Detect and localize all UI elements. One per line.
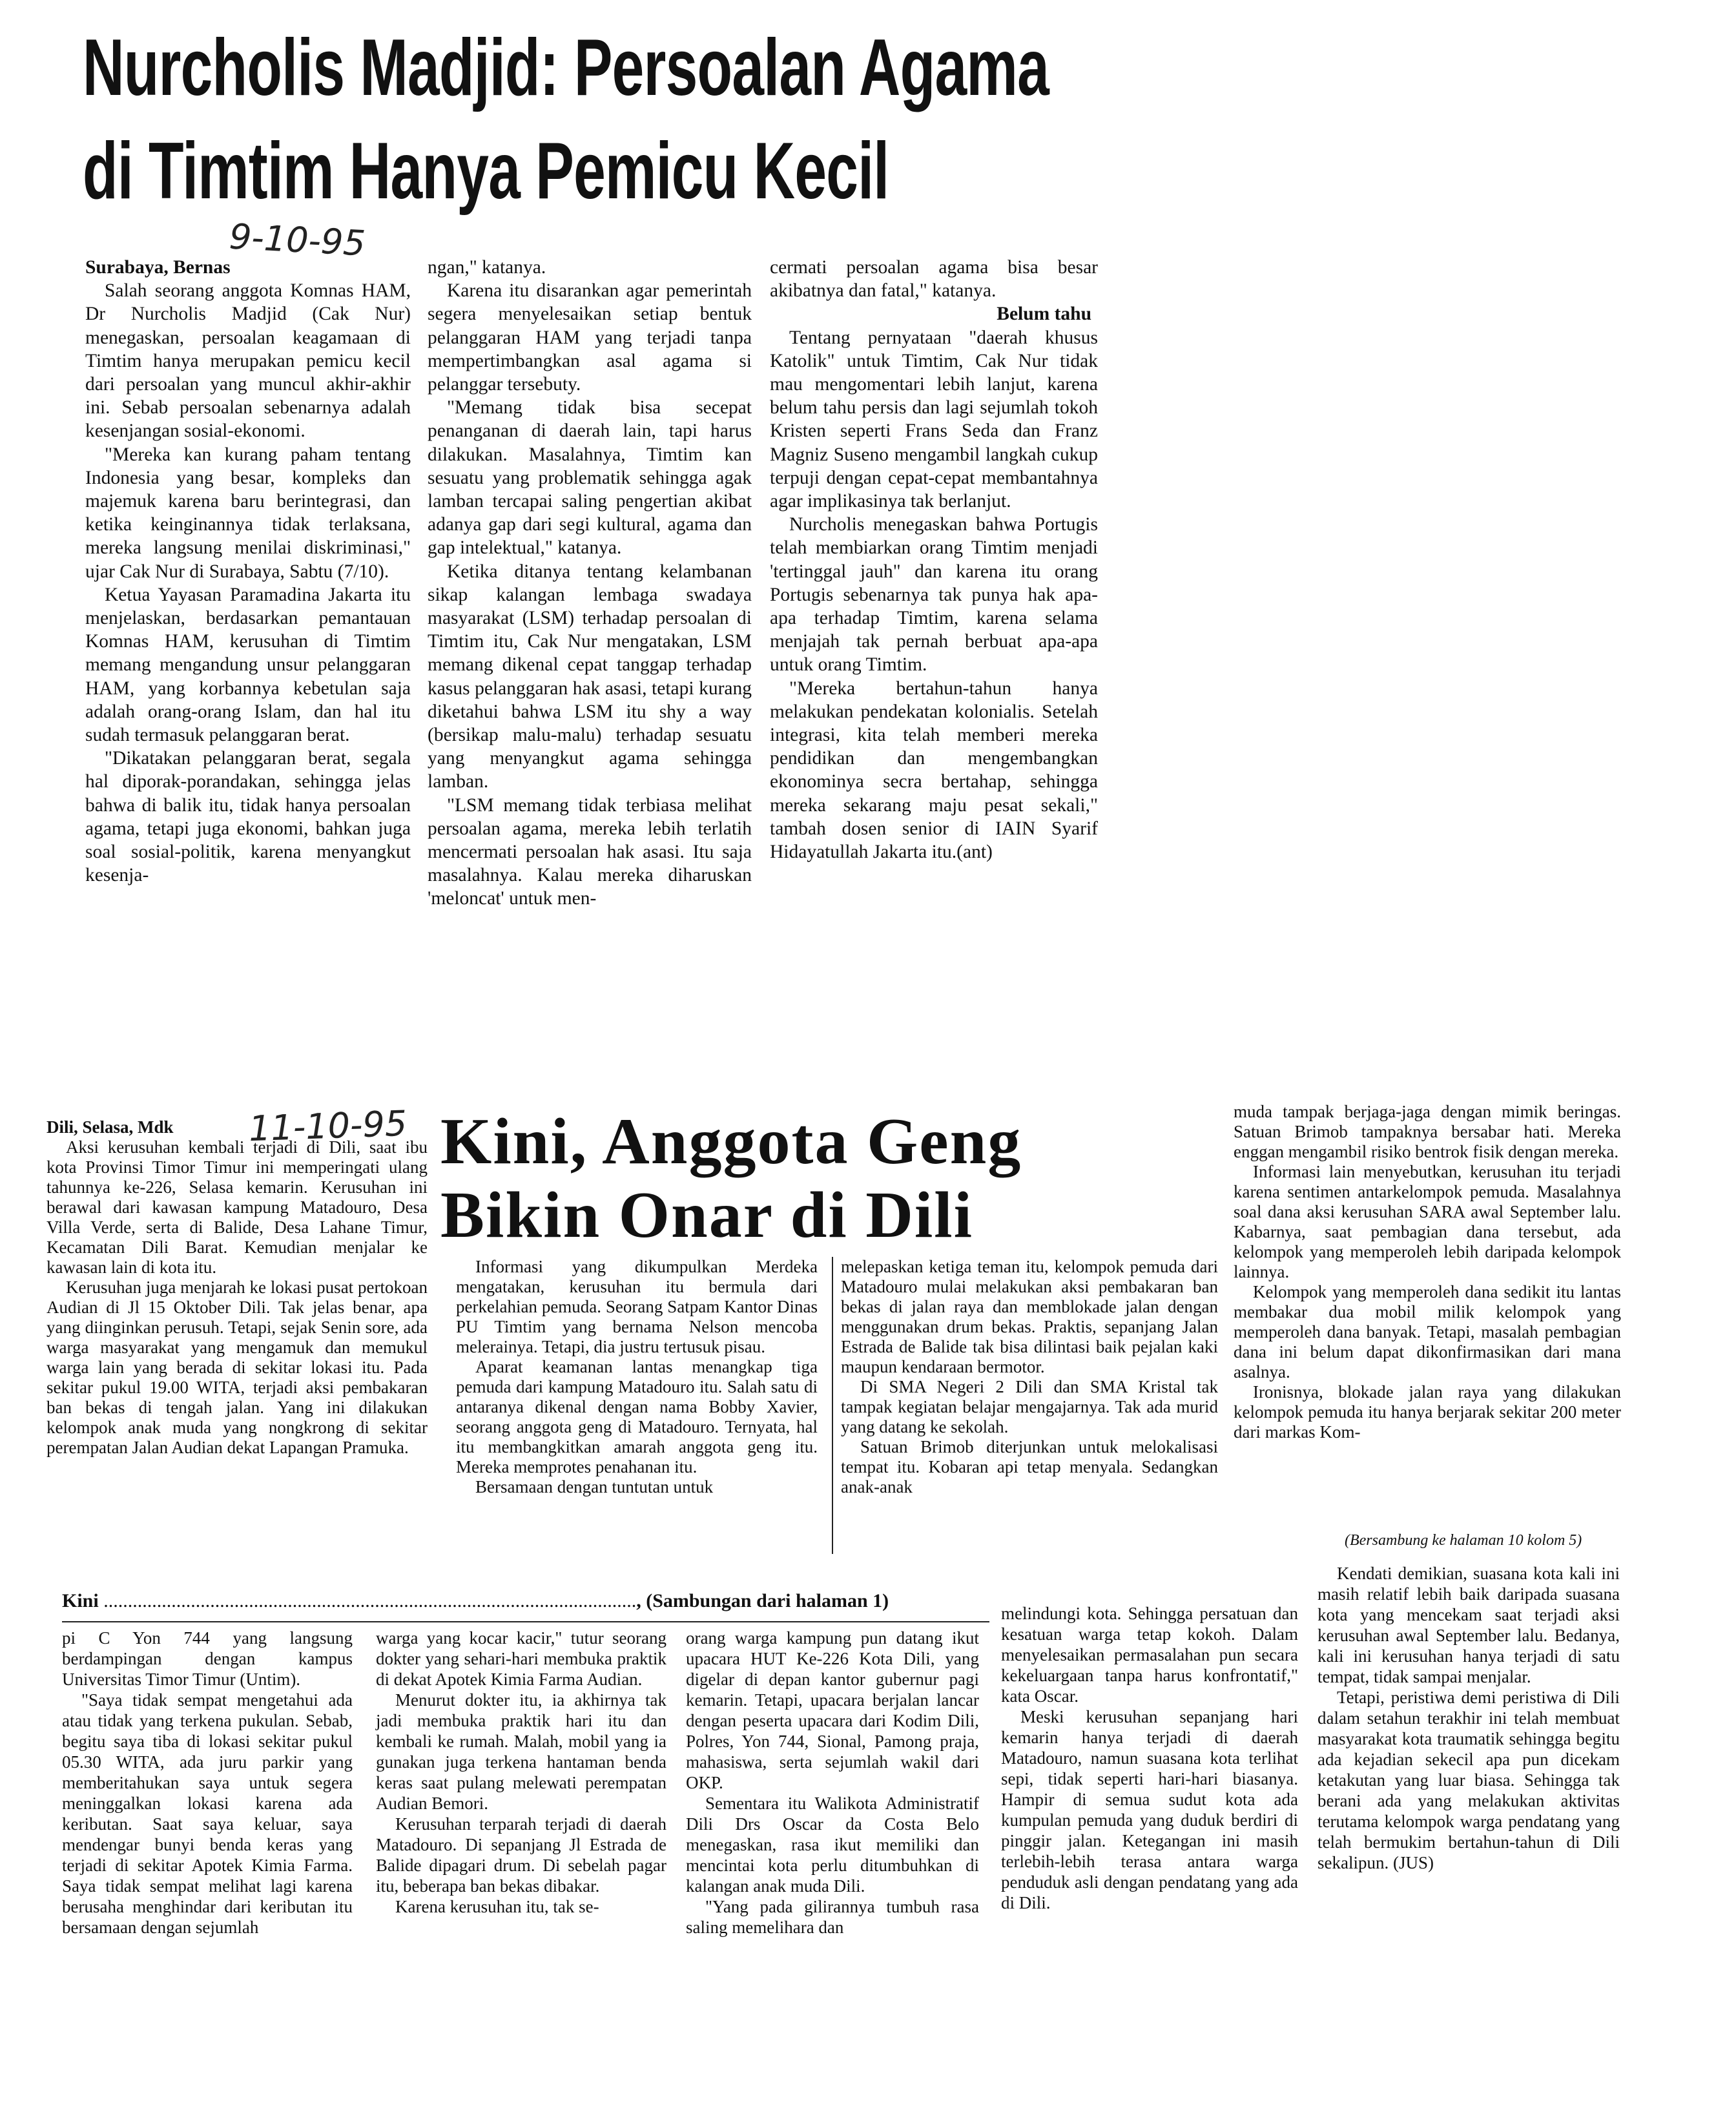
paragraph: pi C Yon 744 yang langsung berdampingan dengan kampus Universitas Timor Timur (Untim). [62, 1628, 353, 1689]
paragraph: muda tampak berjaga-jaga dengan mimik beringas. Satuan Brimob tampaknya bersabar hati. Mereka enggan mengambil risiko bentrok fisik dengan mereka. [1234, 1102, 1621, 1161]
paragraph: Aksi kerusuhan kembali terjadi di Dili, saat ibu kota Provinsi Timor Timur ini memperingati ulang tahunnya ke-226, Selasa kemarin. Kerusuhan ini berawal dari kawasan kampung Matadouro, Desa Villa Verde, serta di Balide, Desa Lahane Timur, Kecamatan Dili Barat. Kemudian menjalar ke kawasan lain di kota itu. [46, 1137, 428, 1277]
paragraph: Kerusuhan juga menjarah ke lokasi pusat pertokoan Audian di Jl 15 Oktober Dili. Tak jelas benar, apa yang diinginkan perusuh. Tetapi, sejak Senin sore, ada warga masyarakat yang mengamuk dan memukul warga lain yang berada di sekitar lokasi itu. Pada sekitar pukul 19.00 WITA, terjadi aksi pembakaran ban bekas di tengah jalan. Yang ini dilakukan kelompok anak muda yang nongkrong di sekitar perempatan Jalan Audian dekat Lapangan Pramuka. [46, 1278, 428, 1457]
paragraph: Kerusuhan terparah terjadi di daerah Matadouro. Di sepanjang Jl Estrada de Balide dipagari drum. Di sebelah pagar itu, beberapa ban bekas dibakar. [376, 1814, 666, 1896]
article2-column-2 [456, 1257, 818, 1497]
article1-headline-line1: Nurcholis Madjid: Persoalan Agama [83, 23, 1049, 112]
article2-column-divider [832, 1257, 833, 1554]
paragraph: Meski kerusuhan sepanjang hari kemarin hanya terjadi di daerah Matadouro, namun suasana kota terlihat sepi, tidak seperti hari-hari biasanya. Hampir di semua sudut kota ada kumpulan pemuda yang duduk berdiri di pinggir jalan. Ketegangan ini masih terlebih-lebih terasa antara warga penduduk asli dengan pendatang yang ada di Dili. [1001, 1707, 1298, 1912]
paragraph: Aparat keamanan lantas menangkap tiga pemuda dari kampung Matadouro itu. Salah satu di antaranya dikenal dengan nama Bobby Xavier, seorang anggota geng di Matadouro. Ternyata, hal itu membangkitkan amarah anggota geng itu. Mereka memprotes penahanan itu. [456, 1357, 818, 1476]
paragraph: Ironisnya, blokade jalan raya yang dilakukan kelompok pemuda itu hanya berjarak sekitar 200 meter dari markas Kom- [1234, 1382, 1621, 1442]
paragraph: Tentang pernyataan "daerah khusus Katolik" untuk Timtim, Cak Nur tidak mau mengomentari lebih lanjut, karena belum tahu persis dan lagi sejumlah tokoh Kristen seperti Frans Seda dan Franz Magniz Suseno mengambil langkah cukup terpuji dengan cepat-cepat membantahnya agar implikasinya tak berlanjut. [770, 327, 1098, 512]
dateline: Surabaya, Bernas [85, 257, 231, 278]
paragraph: "Yang pada gilirannya tumbuh rasa saling memelihara dan [686, 1897, 979, 1937]
paragraph: "Dikatakan pelanggaran berat, segala hal diporak-porandakan, sehingga jelas bahwa di balik itu, tidak hanya persoalan agama, tetapi juga ekonomi, bahkan juga soal sosial-politik, karena menyangkut kesenja- [85, 748, 411, 886]
paragraph: "Memang tidak bisa secepat penanganan di daerah lain, tapi harus dilakukan. Masalahnya, Timtim kan sesuatu yang problematik sehingga agak lamban tercapai saling pengertian akibat adanya gap dari segi kultural, agama dan gap intelektual," katanya. [428, 397, 752, 559]
article2-headline-line1: Kini, Anggota Geng [440, 1105, 1022, 1178]
paragraph: Bersamaan dengan tuntutan untuk [475, 1477, 714, 1496]
paragraph: Sementara itu Walikota Administratif Dili Drs Oscar da Costa Belo menegaskan, rasa ikut memiliki dan mencintai kota perlu ditumbuhkan di kalangan anak muda Dili. [686, 1794, 979, 1896]
continuation-header-left: Kini [62, 1590, 99, 1611]
subheading: Belum tahu [997, 304, 1091, 325]
dateline: Dili, Selasa, Mdk [46, 1117, 174, 1137]
article2-column-4 [1234, 1102, 1621, 1442]
article2-continued-note: (Bersambung ke halaman 10 kolom 5) [1345, 1532, 1582, 1549]
paragraph: Informasi lain menyebutkan, kerusuhan itu terjadi karena sentimen antarkelompok pemuda. Masalahnya soal dana aksi kerusuhan SARA awal September lalu. Kabarnya, saat pembagian dana tersebut, ada kelompok yang memperoleh lebih daripada kelompok lainnya. [1234, 1162, 1621, 1281]
continuation-column-2 [376, 1628, 666, 1917]
paragraph: Ketika ditanya tentang kelambanan sikap kalangan lembaga swadaya masyarakat (LSM) terhadap persoalan di Timtim itu, Cak Nur mengatakan, LSM memang dikenal cepat tanggap terhadap kasus pelanggaran hak asasi, tetapi kurang diketahui bahwa LSM itu shy a way (bersikap malu-malu) terhadap sesuatu yang menyangkut agama sehingga lamban. [428, 561, 752, 792]
paragraph: Kelompok yang memperoleh dana sedikit itu lantas membakar dua mobil milik kelompok yang memperoleh dana banyak. Tetapi, masalah pembagian dana ini belum dapat dikonfirmasikan dari mana asalnya. [1234, 1282, 1621, 1382]
paragraph: Di SMA Negeri 2 Dili dan SMA Kristal tak tampak kegiatan belajar mengajarnya. Tak ada murid yang datang ke sekolah. [841, 1377, 1218, 1436]
paragraph: Menurut dokter itu, ia akhirnya tak jadi membuka praktik hari itu dan kembali ke rumah. Malah, mobil yang ia gunakan juga terkena hantaman benda keras saat pulang melewati perempatan Audian Bemori. [376, 1690, 666, 1813]
continuation-header [62, 1590, 966, 1612]
paragraph: cermati persoalan agama bisa besar akibatnya dan fatal," katanya. [770, 257, 1098, 302]
paragraph: Karena itu disarankan agar pemerintah segera menyelesaikan setiap bentuk pelanggaran HAM yang terjadi tanpa mempertimbangkan asal agama si pelanggar tersebuty. [428, 280, 752, 395]
paragraph: Satuan Brimob diterjunkan untuk melokalisasi tempat itu. Kobaran api tetap menyala. Sedangkan anak-anak [841, 1437, 1218, 1496]
article1-column-1 [85, 256, 411, 887]
paragraph: "LSM memang tidak terbiasa melihat persoalan agama, mereka lebih terlatih mencermati persoalan hak asasi. Itu saja masalahnya. Kalau mereka diharuskan 'meloncat' untuk men- [428, 794, 752, 909]
article1-column-3 [770, 256, 1098, 864]
article2-column-3 [841, 1257, 1218, 1497]
continuation-rule [62, 1621, 989, 1622]
paragraph: Nurcholis menegaskan bahwa Portugis telah membiarkan orang Timtim menjadi 'tertinggal jauh" dan karena itu orang Portugis sebenarnya tak punya hak apa-apa terhadap Timtim, karena selama menjajah tak pernah berbuat apa-apa untuk orang Timtim. [770, 514, 1098, 676]
paragraph: Kendati demikian, suasana kota kali ini masih relatif lebih baik daripada suasana kota yang mencekam saat terjadi aksi kerusuhan awal September lalu. Bedanya, kali ini kerusuhan hanya terjadi di satu tempat, tidak sampai menjalar. [1318, 1564, 1620, 1686]
paragraph: orang warga kampung pun datang ikut upacara HUT Ke-226 Kota Dili, yang digelar di depan kantor gubernur pagi kemarin. Tetapi, upacara berjalan lancar dengan peserta upacara dari Kodim Dili, Polres, Yon 744, Sional, Pamong praja, mahasiswa, serta sejumlah wakil dari OKP. [686, 1628, 979, 1792]
continuation-column-4 [1001, 1603, 1298, 1913]
paragraph: Ketua Yayasan Paramadina Jakarta itu menjelaskan, berdasarkan pemantauan Komnas HAM, kerusuhan di Timtim memang mengandung unsur pelanggaran HAM, yang korbannya kebetulan saja adalah orang-orang Islam, dan hal itu sudah termasuk pelanggaran berat. [85, 584, 411, 746]
continuation-header-dots: .............................................................................................................. [103, 1590, 637, 1611]
paragraph: ngan," katanya. [428, 257, 546, 278]
paragraph: Tetapi, peristiwa demi peristiwa di Dili dalam setahun terakhir ini telah membuat masyarakat kota traumatik sehingga begitu ada kejadian sekecil apa pun dicekam ketakutan yang luar biasa. Sehingga tak berani ada yang melakukan aktivitas terutama kelompok warga pendatang yang telah bermukim bertahun-tahun di Dili sekalipun. (JUS) [1318, 1688, 1620, 1872]
article1-headline-line2: di Timtim Hanya Pemicu Kecil [83, 127, 889, 216]
article2-headline-line2: Bikin Onar di Dili [440, 1179, 973, 1252]
paragraph: melindungi kota. Sehingga persatuan dan kesatuan warga tetap kokoh. Dalam menyelesaikan permasalahan pun secara kekeluargaan tanpa harus konfrontatif," kata Oscar. [1001, 1604, 1298, 1706]
article2-column-1 [46, 1117, 428, 1458]
continuation-header-right: , (Sambungan dari halaman 1) [636, 1590, 889, 1611]
article1-column-2 [428, 256, 752, 911]
continuation-column-5 [1318, 1563, 1620, 1873]
article2-handwritten-date: 11-10-95 [247, 1103, 408, 1150]
paragraph: "Mereka bertahun-tahun hanya melakukan pendekatan kolonialis. Setelah integrasi, kita telah memberi mereka pendidikan dan mengembangkan ekonominya secra bertahap, sehingga mereka sekarang maju pesat sekali," tambah dosen senior di IAIN Syarif Hidayatullah Jakarta itu.(ant) [770, 678, 1098, 863]
paragraph: Salah seorang anggota Komnas HAM, Dr Nurcholis Madjid (Cak Nur) menegaskan, persoalan keagamaan di Timtim hanya merupakan pemicu kecil dari persoalan yang muncul akhir-akhir ini. Sebab persoalan sebenarnya adalah kesenjangan sosial-ekonomi. [85, 280, 411, 442]
paragraph: Informasi yang dikumpulkan Merdeka mengatakan, kerusuhan itu bermula dari perkelahian pemuda. Seorang Satpam Kantor Dinas PU Timtim yang bernama Nelson mencoba melerainya. Tetapi, dia justru tertusuk pisau. [456, 1257, 818, 1356]
paragraph: "Saya tidak sempat mengetahui ada atau tidak yang terkena pukulan. Sebab, begitu saya tiba di lokasi sekitar pukul 05.30 WITA, ada juru parkir yang memberitahukan saya untuk segera meninggalkan lokasi karena ada keributan. Saat saya keluar, saya mendengar bunyi benda keras yang terjadi di sekitar Apotek Kimia Farma. Saya tidak sempat melihat lagi karena berusaha menghindar dari keributan itu bersamaan dengan sejumlah [62, 1690, 353, 1937]
continuation-column-3 [686, 1628, 979, 1938]
paragraph: melepaskan ketiga teman itu, kelompok pemuda dari Matadouro mulai melakukan aksi pembakaran ban bekas di jalan raya dan memblokade jalan dengan menggunakan drum bekas. Praktis, sepanjang Jalan Estrada de Balide tak bisa dilintasi baik pejalan kaki maupun kendaraan bermotor. [841, 1257, 1218, 1376]
continuation-column-1 [62, 1628, 353, 1938]
article1-handwritten-date: 9-10-95 [228, 216, 367, 264]
paragraph: warga yang kocar kacir," tutur seorang dokter yang sehari-hari membuka praktik di dekat Apotek Kimia Farma Audian. [376, 1628, 666, 1689]
paragraph: Karena kerusuhan itu, tak se- [395, 1897, 599, 1916]
paragraph: "Mereka kan kurang paham tentang Indonesia yang besar, kompleks dan majemuk karena baru berintegrasi, dan ketika keinginannya tidak terlaksana, mereka langsung menilai diskriminasi," ujar Cak Nur di Surabaya, Sabtu (7/10). [85, 444, 411, 582]
